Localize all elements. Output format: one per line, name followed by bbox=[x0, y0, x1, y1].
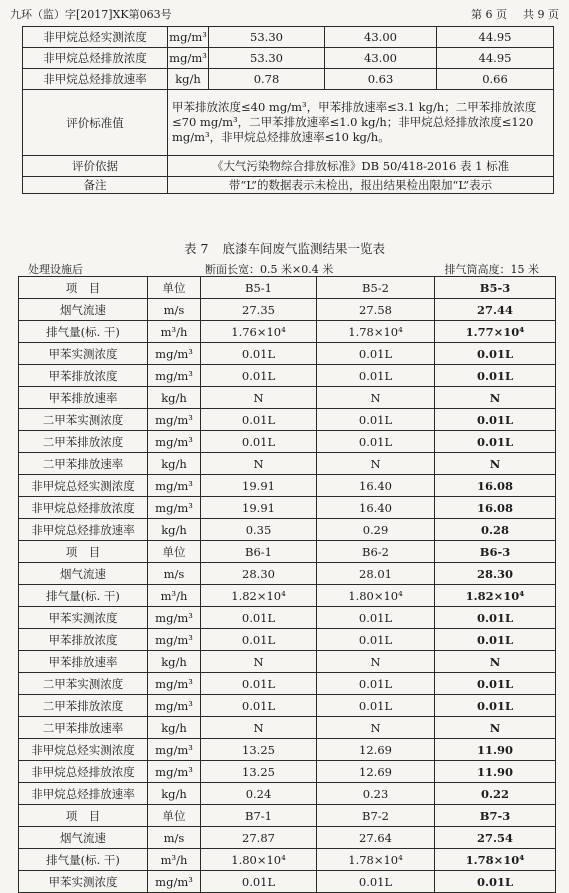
row-value: 0.66 bbox=[437, 69, 554, 90]
row-value: 44.95 bbox=[437, 27, 554, 48]
row-value: N bbox=[317, 651, 435, 673]
table-row bbox=[19, 607, 556, 629]
page-total: 共 9 页 bbox=[523, 8, 559, 21]
row-value: 16.08 bbox=[435, 475, 556, 497]
table-row bbox=[19, 475, 556, 497]
row-unit: m/s bbox=[148, 299, 201, 321]
row-value: 44.95 bbox=[437, 48, 554, 69]
row-item: 非甲烷总烃排放浓度 bbox=[19, 497, 148, 519]
row-value: 0.01L bbox=[435, 343, 556, 365]
table-row bbox=[19, 871, 556, 893]
row-unit: mg/m³ bbox=[148, 629, 201, 651]
group-header-row bbox=[19, 541, 556, 563]
table-row bbox=[19, 651, 556, 673]
row-value: 1.80×10⁴ bbox=[317, 585, 435, 607]
row-value: 0.01L bbox=[435, 365, 556, 387]
row-unit: mg/m³ bbox=[148, 871, 201, 893]
row-value: 11.90 bbox=[435, 761, 556, 783]
stack-height: 排气筒高度：15 米 bbox=[444, 263, 539, 276]
row-value: 0.24 bbox=[201, 783, 317, 805]
row-unit: m/s bbox=[148, 563, 201, 585]
row-item: 甲苯排放速率 bbox=[19, 387, 148, 409]
sample-id: B7-1 bbox=[201, 805, 317, 827]
row-value: 0.01L bbox=[201, 607, 317, 629]
header-unit: 单位 bbox=[148, 805, 201, 827]
sample-id: B6-1 bbox=[201, 541, 317, 563]
row-value: 0.01L bbox=[317, 431, 435, 453]
row-value: N bbox=[201, 717, 317, 739]
row-value: 0.01L bbox=[435, 629, 556, 651]
row-value: 0.01L bbox=[317, 871, 435, 893]
row-value: N bbox=[317, 453, 435, 475]
page-number: 第 6 页 bbox=[471, 8, 507, 21]
row-value: 0.63 bbox=[325, 69, 437, 90]
row-item: 甲苯实测浓度 bbox=[19, 871, 148, 893]
row-value: 0.35 bbox=[201, 519, 317, 541]
header-item: 项 目 bbox=[19, 541, 148, 563]
row-value: 12.69 bbox=[317, 761, 435, 783]
row-unit: kg/h bbox=[168, 69, 209, 90]
note-text: 带“L”的数据表示未检出，报出结果检出限加“L”表示 bbox=[168, 177, 554, 194]
row-value: 0.01L bbox=[317, 629, 435, 651]
row-item: 非甲烷总烃实测浓度 bbox=[19, 739, 148, 761]
facility-label: 处理设施后 bbox=[28, 263, 83, 276]
group-header-row bbox=[19, 277, 556, 299]
standard-label: 评价标准值 bbox=[23, 90, 168, 156]
row-unit: m/s bbox=[148, 827, 201, 849]
row-value: 13.25 bbox=[201, 739, 317, 761]
row-item: 排气量(标. 干) bbox=[19, 849, 148, 871]
header-item: 项 目 bbox=[19, 805, 148, 827]
sample-id: B7-2 bbox=[317, 805, 435, 827]
row-value: 43.00 bbox=[325, 27, 437, 48]
row-item: 烟气流速 bbox=[19, 827, 148, 849]
row-value: 1.78×10⁴ bbox=[435, 849, 556, 871]
table-row bbox=[19, 695, 556, 717]
table-row bbox=[19, 629, 556, 651]
row-value: 27.44 bbox=[435, 299, 556, 321]
sample-id: B6-2 bbox=[317, 541, 435, 563]
row-value: N bbox=[317, 387, 435, 409]
row-value: 53.30 bbox=[209, 27, 325, 48]
row-item: 甲苯排放浓度 bbox=[19, 365, 148, 387]
sample-id: B7-3 bbox=[435, 805, 556, 827]
row-value: 1.78×10⁴ bbox=[317, 849, 435, 871]
doc-number: 九环（监）字[2017]XK第063号 bbox=[10, 8, 172, 21]
header-item: 项 目 bbox=[19, 277, 148, 299]
row-value: 27.64 bbox=[317, 827, 435, 849]
table-title: 底漆车间废气监测结果一览表 bbox=[222, 241, 385, 256]
row-value: N bbox=[435, 453, 556, 475]
row-item: 排气量(标. 干) bbox=[19, 585, 148, 607]
header-unit: 单位 bbox=[148, 541, 201, 563]
row-value: 0.01L bbox=[317, 695, 435, 717]
row-value: 0.01L bbox=[317, 409, 435, 431]
row-value: N bbox=[201, 453, 317, 475]
row-value: 11.90 bbox=[435, 739, 556, 761]
row-unit: kg/h bbox=[148, 387, 201, 409]
table-row bbox=[19, 827, 556, 849]
monitoring-results-table bbox=[18, 276, 556, 893]
row-unit: m³/h bbox=[148, 849, 201, 871]
section-size: 断面长宽：0.5 米×0.4 米 bbox=[205, 263, 334, 276]
row-unit: mg/m³ bbox=[148, 497, 201, 519]
row-item: 非甲烷总烃排放速率 bbox=[23, 69, 168, 90]
basis-row bbox=[23, 156, 554, 177]
table-row bbox=[23, 48, 554, 69]
row-value: 0.01L bbox=[201, 629, 317, 651]
row-unit: mg/m³ bbox=[148, 365, 201, 387]
row-value: 0.01L bbox=[435, 431, 556, 453]
row-value: 28.30 bbox=[201, 563, 317, 585]
row-item: 二甲苯排放浓度 bbox=[19, 695, 148, 717]
table-row bbox=[19, 497, 556, 519]
row-item: 二甲苯排放速率 bbox=[19, 717, 148, 739]
table-row bbox=[19, 585, 556, 607]
table-subheader bbox=[28, 261, 539, 276]
row-value: 12.69 bbox=[317, 739, 435, 761]
table-caption bbox=[0, 239, 569, 257]
row-item: 非甲烷总烃排放速率 bbox=[19, 519, 148, 541]
sample-id: B5-1 bbox=[201, 277, 317, 299]
row-value: 1.78×10⁴ bbox=[317, 321, 435, 343]
row-value: 16.40 bbox=[317, 475, 435, 497]
table-row bbox=[19, 453, 556, 475]
row-value: N bbox=[435, 651, 556, 673]
row-item: 非甲烷总烃实测浓度 bbox=[23, 27, 168, 48]
row-unit: kg/h bbox=[148, 783, 201, 805]
row-value: N bbox=[317, 717, 435, 739]
row-value: 53.30 bbox=[209, 48, 325, 69]
top-table-body bbox=[23, 27, 554, 194]
row-value: 0.01L bbox=[201, 871, 317, 893]
row-unit: m³/h bbox=[148, 585, 201, 607]
row-value: 0.01L bbox=[201, 343, 317, 365]
row-item: 二甲苯排放浓度 bbox=[19, 431, 148, 453]
row-value: 0.29 bbox=[317, 519, 435, 541]
row-value: 28.01 bbox=[317, 563, 435, 585]
row-value: 43.00 bbox=[325, 48, 437, 69]
table-row bbox=[23, 69, 554, 90]
top-continuation-table bbox=[22, 26, 554, 194]
table-number: 表 7 bbox=[184, 241, 209, 256]
row-value: 27.35 bbox=[201, 299, 317, 321]
row-value: 0.01L bbox=[201, 695, 317, 717]
row-value: 0.01L bbox=[435, 695, 556, 717]
row-item: 烟气流速 bbox=[19, 299, 148, 321]
table-row bbox=[19, 321, 556, 343]
row-value: 27.54 bbox=[435, 827, 556, 849]
row-value: 0.28 bbox=[435, 519, 556, 541]
row-value: 0.78 bbox=[209, 69, 325, 90]
row-unit: mg/m³ bbox=[168, 48, 209, 69]
table-row bbox=[19, 387, 556, 409]
row-item: 甲苯实测浓度 bbox=[19, 607, 148, 629]
row-value: N bbox=[435, 387, 556, 409]
row-value: N bbox=[201, 651, 317, 673]
row-item: 非甲烷总烃排放浓度 bbox=[19, 761, 148, 783]
row-value: 16.08 bbox=[435, 497, 556, 519]
row-value: 0.22 bbox=[435, 783, 556, 805]
row-value: 16.40 bbox=[317, 497, 435, 519]
row-value: 1.76×10⁴ bbox=[201, 321, 317, 343]
row-value: 0.01L bbox=[435, 871, 556, 893]
row-unit: mg/m³ bbox=[168, 27, 209, 48]
row-value: N bbox=[435, 717, 556, 739]
sample-id: B5-2 bbox=[317, 277, 435, 299]
row-item: 甲苯排放浓度 bbox=[19, 629, 148, 651]
table-row bbox=[19, 409, 556, 431]
row-item: 非甲烷总烃排放速率 bbox=[19, 783, 148, 805]
row-value: 1.80×10⁴ bbox=[201, 849, 317, 871]
standard-text: 甲苯排放浓度≤40 mg/m³，甲苯排放速率≤3.1 kg/h；二甲苯排放浓度≤70 mg/m³，二甲苯排放速率≤1.0 kg/h；非甲烷总烃排放浓度≤120 mg/m³，非甲烷总烃排放速率≤10 kg/h。 bbox=[168, 90, 554, 156]
row-item: 甲苯实测浓度 bbox=[19, 343, 148, 365]
standard-row bbox=[23, 90, 554, 156]
table-row bbox=[19, 717, 556, 739]
row-unit: kg/h bbox=[148, 453, 201, 475]
page-header bbox=[10, 6, 559, 22]
sample-id: B6-3 bbox=[435, 541, 556, 563]
row-value: 0.01L bbox=[201, 409, 317, 431]
row-unit: mg/m³ bbox=[148, 431, 201, 453]
row-item: 二甲苯排放速率 bbox=[19, 453, 148, 475]
table-row bbox=[19, 783, 556, 805]
header-unit: 单位 bbox=[148, 277, 201, 299]
row-item: 烟气流速 bbox=[19, 563, 148, 585]
table-row bbox=[19, 299, 556, 321]
row-value: 1.77×10⁴ bbox=[435, 321, 556, 343]
note-label: 备注 bbox=[23, 177, 168, 194]
row-value: 0.23 bbox=[317, 783, 435, 805]
row-value: 28.30 bbox=[435, 563, 556, 585]
row-unit: m³/h bbox=[148, 321, 201, 343]
row-value: 19.91 bbox=[201, 497, 317, 519]
table-row bbox=[19, 365, 556, 387]
row-item: 二甲苯实测浓度 bbox=[19, 409, 148, 431]
page-indicator bbox=[471, 6, 559, 22]
table-row bbox=[19, 673, 556, 695]
row-value: 19.91 bbox=[201, 475, 317, 497]
table-row bbox=[19, 739, 556, 761]
row-item: 甲苯排放速率 bbox=[19, 651, 148, 673]
row-value: 1.82×10⁴ bbox=[201, 585, 317, 607]
row-unit: mg/m³ bbox=[148, 343, 201, 365]
row-value: N bbox=[201, 387, 317, 409]
note-row bbox=[23, 177, 554, 194]
row-item: 非甲烷总烃排放浓度 bbox=[23, 48, 168, 69]
row-unit: kg/h bbox=[148, 519, 201, 541]
basis-text: 《大气污染物综合排放标准》DB 50/418-2016 表 1 标准 bbox=[168, 156, 554, 177]
sample-id: B5-3 bbox=[435, 277, 556, 299]
row-value: 13.25 bbox=[201, 761, 317, 783]
row-value: 0.01L bbox=[201, 365, 317, 387]
row-unit: kg/h bbox=[148, 651, 201, 673]
table-row bbox=[19, 519, 556, 541]
group-header-row bbox=[19, 805, 556, 827]
row-value: 27.58 bbox=[317, 299, 435, 321]
table-row bbox=[23, 27, 554, 48]
row-unit: mg/m³ bbox=[148, 475, 201, 497]
row-unit: mg/m³ bbox=[148, 409, 201, 431]
row-unit: mg/m³ bbox=[148, 739, 201, 761]
row-value: 0.01L bbox=[317, 607, 435, 629]
table-row bbox=[19, 343, 556, 365]
table-row bbox=[19, 849, 556, 871]
row-unit: mg/m³ bbox=[148, 673, 201, 695]
row-value: 0.01L bbox=[317, 673, 435, 695]
row-value: 0.01L bbox=[317, 343, 435, 365]
monitoring-table-body bbox=[19, 277, 556, 893]
row-unit: kg/h bbox=[148, 717, 201, 739]
row-item: 非甲烷总烃实测浓度 bbox=[19, 475, 148, 497]
table-row bbox=[19, 563, 556, 585]
row-item: 排气量(标. 干) bbox=[19, 321, 148, 343]
row-value: 0.01L bbox=[435, 409, 556, 431]
row-value: 0.01L bbox=[201, 431, 317, 453]
row-item: 二甲苯实测浓度 bbox=[19, 673, 148, 695]
row-value: 0.01L bbox=[435, 673, 556, 695]
table-row bbox=[19, 761, 556, 783]
row-value: 0.01L bbox=[317, 365, 435, 387]
row-value: 0.01L bbox=[435, 607, 556, 629]
basis-label: 评价依据 bbox=[23, 156, 168, 177]
row-value: 27.87 bbox=[201, 827, 317, 849]
table-row bbox=[19, 431, 556, 453]
row-unit: mg/m³ bbox=[148, 695, 201, 717]
row-unit: mg/m³ bbox=[148, 607, 201, 629]
row-value: 1.82×10⁴ bbox=[435, 585, 556, 607]
row-value: 0.01L bbox=[201, 673, 317, 695]
row-unit: mg/m³ bbox=[148, 761, 201, 783]
